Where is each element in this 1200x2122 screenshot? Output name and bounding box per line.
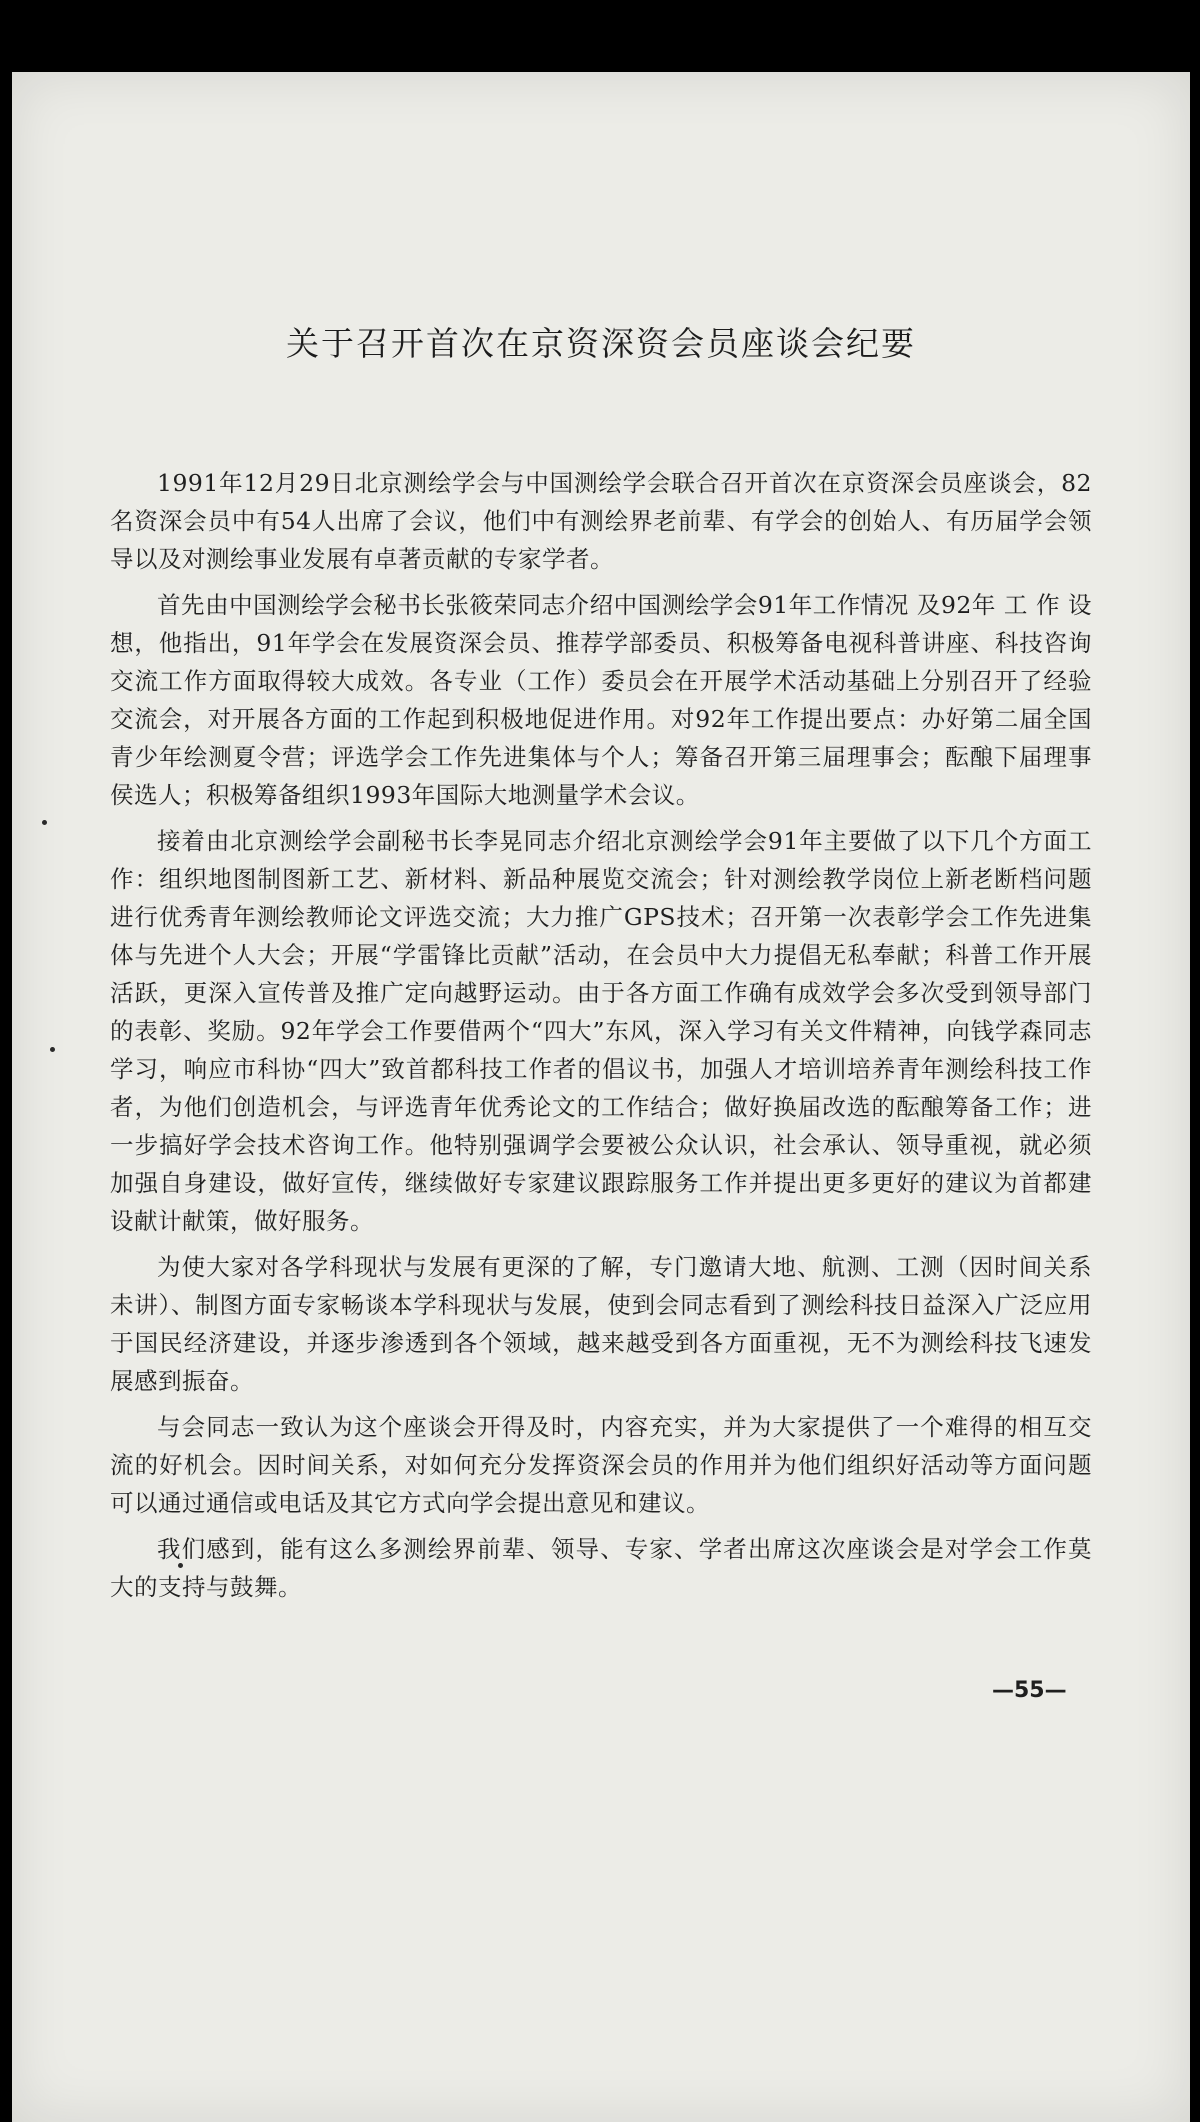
paragraph-national-society-report: 首先由中国测绘学会秘书长张筱荣同志介绍中国测绘学会91年工作情况 及92年 工 作 设想，他指出，91年学会在发展资深会员、推荐学部委员、积极筹备电视科普讲座、科技咨询交流工作方面取得较大成效。各专业（工作）委员会在开展学术活动基础上分别召开了经验交流会，对开展各方面的工作起到积极地促进作用。对92年工作提出要点：办好第二届全国青少年绘测夏令营；评选学会工作先进集体与个人；筹备召开第三届理事会；酝酿下届理事侯选人；积极筹备组织1993年国际大地测量学术会议。 — [110, 591, 1092, 809]
paragraph-beijing-society-report: 接着由北京测绘学会副秘书长李晃同志介绍北京测绘学会91年主要做了以下几个方面工作：组织地图制图新工艺、新材料、新品种展览交流会；针对测绘教学岗位上新老断档问题进行优秀青年测绘教师论文评选交流；大力推广GPS技术；召开第一次表彰学会工作先进集体与先进个人大会；开展“学雷锋比贡献”活动，在会员中大力提倡无私奉献；科普工作开展活跃，更深入宣传普及推广定向越野运动。由于各方面工作确有成效学会多次受到领导部门的表彰、奖励。92年学会工作要借两个“四大”东风，深入学习有关文件精神，向钱学森同志学习，响应市科协“四大”致首都科技工作者的倡议书，加强人才培训培养青年测绘科技工作者，为他们创造机会，与评选青年优秀论文的工作结合；做好换届改选的酝酿筹备工作；进一步搞好学会技术咨询工作。他特别强调学会要被公众认识，社会承认、领导重视，就必须加强自身建设，做好宣传，继续做好专家建议跟踪服务工作并提出更多更好的建议为首都建设献计献策，做好服务。 — [110, 827, 1092, 1235]
paragraph-attendee-consensus: 与会同志一致认为这个座谈会开得及时，内容充实，并为大家提供了一个难得的相互交流的好机会。因时间关系，对如何充分发挥资深会员的作用并为他们组织好活动等方面问题可以通过通信或电话及其它方式向学会提出意见和建议。 — [110, 1413, 1092, 1517]
paragraph-closing: 我们感到，能有这么多测绘界前辈、领导、专家、学者出席这次座谈会是对学会工作莫大的支持与鼓舞。 — [110, 1535, 1092, 1601]
article-body — [110, 464, 1092, 1614]
paper-speck — [50, 1047, 55, 1052]
paragraph-meeting-overview: 1991年12月29日北京测绘学会与中国测绘学会联合召开首次在京资深会员座谈会，82名资深会员中有54人出席了会议，他们中有测绘界老前辈、有学会的创始人、有历届学会领导以及对测绘事业发展有卓著贡献的专家学者。 — [110, 469, 1092, 573]
article-title: 关于召开首次在京资深资会员座谈会纪要 — [286, 324, 916, 363]
document-page — [12, 72, 1190, 2122]
paper-speck — [178, 1563, 183, 1568]
paragraph-expert-talks: 为使大家对各学科现状与发展有更深的了解，专门邀请大地、航测、工测（因时间关系未讲）、制图方面专家畅谈本学科现状与发展，使到会同志看到了测绘科技日益深入广泛应用于国民经济建设，并逐步渗透到各个领域，越来越受到各方面重视，无不为测绘科技飞速发展感到振奋。 — [110, 1253, 1092, 1395]
page-number: —55— — [992, 1678, 1067, 1703]
paper-speck — [42, 820, 47, 825]
